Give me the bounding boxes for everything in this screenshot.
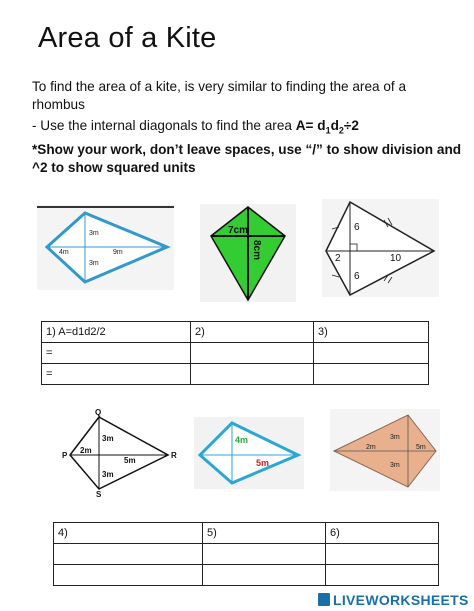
- table-row: [42, 322, 429, 343]
- table-header-cell: 1) A=d1d2/2: [42, 322, 191, 343]
- fig3-label: 6: [354, 271, 360, 282]
- page-title: Area of a Kite: [38, 22, 217, 54]
- fig6-label: 5m: [416, 444, 426, 451]
- fig4-label: 3m: [102, 470, 114, 479]
- fig1-label: 4m: [59, 249, 69, 256]
- formula-prefix: - Use the internal diagonals to find the area: [32, 118, 296, 133]
- fig3-label: 10: [390, 253, 402, 264]
- table-header-cell: 4): [54, 523, 203, 544]
- liveworksheets-logo: [318, 592, 469, 608]
- fig1-label: 3m: [89, 230, 99, 237]
- table-row: [42, 343, 429, 364]
- fig6-label: 3m: [390, 434, 400, 441]
- fig6-label: 2m: [366, 444, 376, 451]
- kite-figure-2: [200, 204, 296, 302]
- table-row: [54, 544, 439, 565]
- table-row: [54, 565, 439, 586]
- answer-cell[interactable]: [314, 343, 429, 364]
- answer-cell[interactable]: [191, 364, 314, 385]
- table-header-cell: 3): [314, 322, 429, 343]
- intro-text: To find the area of a kite, is very similar to finding the area of a rhombus: [32, 79, 407, 112]
- vertex-label: S: [96, 490, 102, 498]
- kite-figure-4: [62, 405, 184, 498]
- answer-cell[interactable]: [314, 364, 429, 385]
- fig4-label: 5m: [124, 456, 136, 465]
- vertex-label: Q: [95, 408, 102, 417]
- fig2-label: 7cm: [228, 225, 249, 236]
- answer-cell[interactable]: =: [42, 364, 191, 385]
- fig1-label: 9m: [113, 249, 123, 256]
- table-header-cell: 2): [191, 322, 314, 343]
- table-header-cell: 5): [203, 523, 326, 544]
- answer-table-2: [53, 522, 439, 586]
- fig3-label: 2: [335, 253, 341, 264]
- vertex-label: P: [62, 451, 68, 460]
- fig6-label: 3m: [390, 462, 400, 469]
- kite-figure-1: [37, 205, 174, 290]
- kite-figure-3: [322, 199, 439, 297]
- table-row: [42, 364, 429, 385]
- formula: $A= d_1d_2\div 2$: [295, 118, 359, 136]
- fig5-label: 5m: [256, 458, 270, 468]
- vertex-label: R: [171, 451, 177, 460]
- kite-figure-6: [330, 409, 440, 491]
- fig1-label: 3m: [89, 260, 99, 267]
- answer-cell[interactable]: [326, 565, 439, 586]
- answer-cell[interactable]: =: [42, 343, 191, 364]
- answer-cell[interactable]: [191, 343, 314, 364]
- answer-cell[interactable]: [54, 565, 203, 586]
- instructions-note: *Show your work, don’t leave spaces, use “/” to show division and ^2 to show squared units: [32, 142, 462, 175]
- liveworksheets-icon: [318, 593, 330, 606]
- kite-figure-5: [194, 417, 304, 489]
- answer-cell[interactable]: [326, 544, 439, 565]
- fig5-label: 4m: [235, 435, 249, 445]
- footer-brand: LIVEWORKSHEETS: [333, 592, 469, 608]
- answer-cell[interactable]: [203, 544, 326, 565]
- answer-cell[interactable]: [54, 544, 203, 565]
- fig2-label: 8cm: [251, 240, 262, 261]
- table-header-cell: 6): [326, 523, 439, 544]
- fig4-label: 2m: [80, 446, 92, 455]
- fig4-label: 3m: [102, 434, 114, 443]
- formula-instruction: [32, 117, 359, 140]
- table-row: [54, 523, 439, 544]
- answer-table-1: [41, 321, 429, 385]
- answer-cell[interactable]: [203, 565, 326, 586]
- fig3-label: 6: [354, 222, 360, 233]
